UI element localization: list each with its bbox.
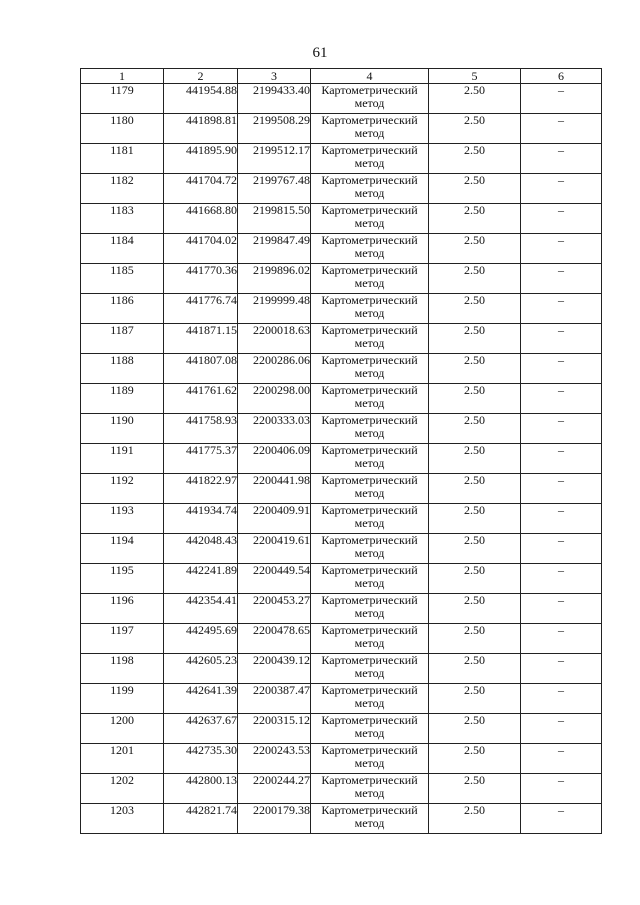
x-coordinate-cell: 442048.43 bbox=[164, 534, 238, 564]
table-row bbox=[81, 474, 602, 504]
table-row bbox=[81, 144, 602, 174]
accuracy-cell: 2.50 bbox=[429, 504, 521, 534]
y-coordinate-cell: 2200243.53 bbox=[238, 744, 311, 774]
y-coordinate-cell: 2200387.47 bbox=[238, 684, 311, 714]
method-line-2: метод bbox=[354, 306, 385, 320]
table-row bbox=[81, 744, 602, 774]
x-coordinate-cell: 442641.39 bbox=[164, 684, 238, 714]
y-coordinate-cell: 2199767.48 bbox=[238, 174, 311, 204]
method-line-1: Картометрический bbox=[321, 323, 418, 337]
point-number-cell: 1194 bbox=[81, 534, 164, 564]
table-row bbox=[81, 444, 602, 474]
x-coordinate-cell: 441776.74 bbox=[164, 294, 238, 324]
accuracy-cell: 2.50 bbox=[429, 144, 521, 174]
note-cell: – bbox=[521, 234, 602, 264]
accuracy-cell: 2.50 bbox=[429, 324, 521, 354]
method-cell bbox=[311, 744, 429, 774]
point-number-cell: 1182 bbox=[81, 174, 164, 204]
note-cell: – bbox=[521, 204, 602, 234]
x-coordinate-cell: 442495.69 bbox=[164, 624, 238, 654]
note-cell: – bbox=[521, 84, 602, 114]
table-row bbox=[81, 654, 602, 684]
method-line-1: Картометрический bbox=[321, 773, 418, 787]
accuracy-cell: 2.50 bbox=[429, 774, 521, 804]
method-line-2: метод bbox=[354, 246, 385, 260]
method-line-1: Картометрический bbox=[321, 443, 418, 457]
x-coordinate-cell: 441954.88 bbox=[164, 84, 238, 114]
method-cell bbox=[311, 414, 429, 444]
note-cell: – bbox=[521, 414, 602, 444]
accuracy-cell: 2.50 bbox=[429, 234, 521, 264]
method-line-2: метод bbox=[354, 786, 385, 800]
method-cell bbox=[311, 294, 429, 324]
accuracy-cell: 2.50 bbox=[429, 204, 521, 234]
column-header-6: 6 bbox=[521, 69, 602, 84]
accuracy-cell: 2.50 bbox=[429, 294, 521, 324]
method-cell bbox=[311, 714, 429, 744]
point-number-cell: 1186 bbox=[81, 294, 164, 324]
x-coordinate-cell: 442800.13 bbox=[164, 774, 238, 804]
accuracy-cell: 2.50 bbox=[429, 444, 521, 474]
accuracy-cell: 2.50 bbox=[429, 744, 521, 774]
method-cell bbox=[311, 474, 429, 504]
note-cell: – bbox=[521, 174, 602, 204]
method-cell bbox=[311, 534, 429, 564]
x-coordinate-cell: 441704.02 bbox=[164, 234, 238, 264]
method-line-2: метод bbox=[354, 336, 385, 350]
method-line-2: метод bbox=[354, 366, 385, 380]
point-number-cell: 1184 bbox=[81, 234, 164, 264]
note-cell: – bbox=[521, 384, 602, 414]
method-cell bbox=[311, 174, 429, 204]
accuracy-cell: 2.50 bbox=[429, 534, 521, 564]
y-coordinate-cell: 2200244.27 bbox=[238, 774, 311, 804]
coordinates-table bbox=[80, 68, 602, 834]
y-coordinate-cell: 2200409.91 bbox=[238, 504, 311, 534]
table-row bbox=[81, 234, 602, 264]
method-line-2: метод bbox=[354, 606, 385, 620]
x-coordinate-cell: 441898.81 bbox=[164, 114, 238, 144]
x-coordinate-cell: 441761.62 bbox=[164, 384, 238, 414]
method-line-2: метод bbox=[354, 156, 385, 170]
note-cell: – bbox=[521, 804, 602, 834]
method-cell bbox=[311, 804, 429, 834]
method-cell bbox=[311, 654, 429, 684]
method-line-1: Картометрический bbox=[321, 653, 418, 667]
accuracy-cell: 2.50 bbox=[429, 624, 521, 654]
method-line-2: метод bbox=[354, 726, 385, 740]
y-coordinate-cell: 2200315.12 bbox=[238, 714, 311, 744]
point-number-cell: 1185 bbox=[81, 264, 164, 294]
method-line-2: метод bbox=[354, 456, 385, 470]
note-cell: – bbox=[521, 654, 602, 684]
x-coordinate-cell: 442241.89 bbox=[164, 564, 238, 594]
y-coordinate-cell: 2200439.12 bbox=[238, 654, 311, 684]
note-cell: – bbox=[521, 684, 602, 714]
method-line-2: метод bbox=[354, 696, 385, 710]
note-cell: – bbox=[521, 474, 602, 504]
method-line-2: метод bbox=[354, 126, 385, 140]
point-number-cell: 1189 bbox=[81, 384, 164, 414]
y-coordinate-cell: 2200298.00 bbox=[238, 384, 311, 414]
accuracy-cell: 2.50 bbox=[429, 804, 521, 834]
y-coordinate-cell: 2199847.49 bbox=[238, 234, 311, 264]
method-cell bbox=[311, 384, 429, 414]
method-line-1: Картометрический bbox=[321, 83, 418, 97]
y-coordinate-cell: 2200419.61 bbox=[238, 534, 311, 564]
note-cell: – bbox=[521, 114, 602, 144]
point-number-cell: 1179 bbox=[81, 84, 164, 114]
table-body bbox=[81, 84, 602, 834]
point-number-cell: 1187 bbox=[81, 324, 164, 354]
table-row bbox=[81, 564, 602, 594]
method-line-1: Картометрический bbox=[321, 683, 418, 697]
accuracy-cell: 2.50 bbox=[429, 84, 521, 114]
note-cell: – bbox=[521, 774, 602, 804]
point-number-cell: 1191 bbox=[81, 444, 164, 474]
table-row bbox=[81, 504, 602, 534]
method-cell bbox=[311, 594, 429, 624]
method-line-2: метод bbox=[354, 186, 385, 200]
point-number-cell: 1199 bbox=[81, 684, 164, 714]
accuracy-cell: 2.50 bbox=[429, 414, 521, 444]
x-coordinate-cell: 441770.36 bbox=[164, 264, 238, 294]
table-row bbox=[81, 684, 602, 714]
method-line-1: Картометрический bbox=[321, 233, 418, 247]
y-coordinate-cell: 2200449.54 bbox=[238, 564, 311, 594]
accuracy-cell: 2.50 bbox=[429, 654, 521, 684]
method-cell bbox=[311, 444, 429, 474]
method-line-1: Картометрический bbox=[321, 293, 418, 307]
method-cell bbox=[311, 504, 429, 534]
y-coordinate-cell: 2200018.63 bbox=[238, 324, 311, 354]
method-cell bbox=[311, 264, 429, 294]
method-line-1: Картометрический bbox=[321, 503, 418, 517]
point-number-cell: 1188 bbox=[81, 354, 164, 384]
method-line-2: метод bbox=[354, 96, 385, 110]
point-number-cell: 1202 bbox=[81, 774, 164, 804]
point-number-cell: 1193 bbox=[81, 504, 164, 534]
method-line-2: метод bbox=[354, 516, 385, 530]
column-header-1: 1 bbox=[81, 69, 164, 84]
x-coordinate-cell: 442821.74 bbox=[164, 804, 238, 834]
method-cell bbox=[311, 324, 429, 354]
page-number: 61 bbox=[312, 45, 328, 61]
accuracy-cell: 2.50 bbox=[429, 684, 521, 714]
accuracy-cell: 2.50 bbox=[429, 594, 521, 624]
method-line-1: Картометрический bbox=[321, 413, 418, 427]
accuracy-cell: 2.50 bbox=[429, 564, 521, 594]
table-row bbox=[81, 354, 602, 384]
method-line-2: метод bbox=[354, 546, 385, 560]
method-line-1: Картометрический bbox=[321, 563, 418, 577]
table-row bbox=[81, 264, 602, 294]
x-coordinate-cell: 441934.74 bbox=[164, 504, 238, 534]
note-cell: – bbox=[521, 624, 602, 654]
method-cell bbox=[311, 624, 429, 654]
method-line-2: метод bbox=[354, 426, 385, 440]
table-row bbox=[81, 714, 602, 744]
note-cell: – bbox=[521, 294, 602, 324]
x-coordinate-cell: 441871.15 bbox=[164, 324, 238, 354]
y-coordinate-cell: 2200453.27 bbox=[238, 594, 311, 624]
note-cell: – bbox=[521, 144, 602, 174]
method-line-2: метод bbox=[354, 636, 385, 650]
accuracy-cell: 2.50 bbox=[429, 714, 521, 744]
method-cell bbox=[311, 114, 429, 144]
x-coordinate-cell: 441895.90 bbox=[164, 144, 238, 174]
x-coordinate-cell: 441668.80 bbox=[164, 204, 238, 234]
y-coordinate-cell: 2199508.29 bbox=[238, 114, 311, 144]
note-cell: – bbox=[521, 744, 602, 774]
y-coordinate-cell: 2200441.98 bbox=[238, 474, 311, 504]
note-cell: – bbox=[521, 714, 602, 744]
table-row bbox=[81, 384, 602, 414]
method-line-2: метод bbox=[354, 576, 385, 590]
point-number-cell: 1192 bbox=[81, 474, 164, 504]
table-row bbox=[81, 324, 602, 354]
table-row bbox=[81, 114, 602, 144]
accuracy-cell: 2.50 bbox=[429, 264, 521, 294]
method-line-1: Картометрический bbox=[321, 473, 418, 487]
table-row bbox=[81, 774, 602, 804]
point-number-cell: 1200 bbox=[81, 714, 164, 744]
column-header-3: 3 bbox=[238, 69, 311, 84]
method-cell bbox=[311, 354, 429, 384]
point-number-cell: 1181 bbox=[81, 144, 164, 174]
method-line-1: Картометрический bbox=[321, 803, 418, 817]
y-coordinate-cell: 2199815.50 bbox=[238, 204, 311, 234]
point-number-cell: 1203 bbox=[81, 804, 164, 834]
column-header-4: 4 bbox=[311, 69, 429, 84]
table-row bbox=[81, 594, 602, 624]
y-coordinate-cell: 2200333.03 bbox=[238, 414, 311, 444]
y-coordinate-cell: 2200286.06 bbox=[238, 354, 311, 384]
point-number-cell: 1190 bbox=[81, 414, 164, 444]
table-row bbox=[81, 534, 602, 564]
method-cell bbox=[311, 684, 429, 714]
x-coordinate-cell: 441822.97 bbox=[164, 474, 238, 504]
method-line-2: метод bbox=[354, 756, 385, 770]
table-row bbox=[81, 204, 602, 234]
point-number-cell: 1195 bbox=[81, 564, 164, 594]
x-coordinate-cell: 441704.72 bbox=[164, 174, 238, 204]
method-cell bbox=[311, 84, 429, 114]
point-number-cell: 1180 bbox=[81, 114, 164, 144]
note-cell: – bbox=[521, 504, 602, 534]
accuracy-cell: 2.50 bbox=[429, 384, 521, 414]
method-line-1: Картометрический bbox=[321, 263, 418, 277]
method-line-1: Картометрический bbox=[321, 203, 418, 217]
x-coordinate-cell: 441775.37 bbox=[164, 444, 238, 474]
method-line-1: Картометрический bbox=[321, 353, 418, 367]
x-coordinate-cell: 442735.30 bbox=[164, 744, 238, 774]
note-cell: – bbox=[521, 354, 602, 384]
method-line-1: Картометрический bbox=[321, 533, 418, 547]
method-cell bbox=[311, 774, 429, 804]
point-number-cell: 1197 bbox=[81, 624, 164, 654]
method-line-2: метод bbox=[354, 216, 385, 230]
method-line-2: метод bbox=[354, 666, 385, 680]
method-cell bbox=[311, 144, 429, 174]
method-cell bbox=[311, 204, 429, 234]
table-row bbox=[81, 294, 602, 324]
method-line-2: метод bbox=[354, 396, 385, 410]
x-coordinate-cell: 441807.08 bbox=[164, 354, 238, 384]
note-cell: – bbox=[521, 324, 602, 354]
note-cell: – bbox=[521, 534, 602, 564]
table-row bbox=[81, 624, 602, 654]
table-row bbox=[81, 804, 602, 834]
y-coordinate-cell: 2199896.02 bbox=[238, 264, 311, 294]
x-coordinate-cell: 442354.41 bbox=[164, 594, 238, 624]
accuracy-cell: 2.50 bbox=[429, 354, 521, 384]
table-row bbox=[81, 84, 602, 114]
method-line-1: Картометрический bbox=[321, 143, 418, 157]
y-coordinate-cell: 2200406.09 bbox=[238, 444, 311, 474]
note-cell: – bbox=[521, 594, 602, 624]
table-row bbox=[81, 414, 602, 444]
y-coordinate-cell: 2200179.38 bbox=[238, 804, 311, 834]
note-cell: – bbox=[521, 264, 602, 294]
method-line-1: Картометрический bbox=[321, 383, 418, 397]
y-coordinate-cell: 2200478.65 bbox=[238, 624, 311, 654]
method-line-1: Картометрический bbox=[321, 173, 418, 187]
y-coordinate-cell: 2199999.48 bbox=[238, 294, 311, 324]
point-number-cell: 1183 bbox=[81, 204, 164, 234]
method-line-1: Картометрический bbox=[321, 743, 418, 757]
method-line-2: метод bbox=[354, 276, 385, 290]
table-header bbox=[81, 69, 602, 84]
note-cell: – bbox=[521, 564, 602, 594]
method-line-1: Картометрический bbox=[321, 713, 418, 727]
header-row bbox=[81, 69, 602, 84]
method-line-1: Картометрический bbox=[321, 113, 418, 127]
point-number-cell: 1196 bbox=[81, 594, 164, 624]
note-cell: – bbox=[521, 444, 602, 474]
y-coordinate-cell: 2199512.17 bbox=[238, 144, 311, 174]
y-coordinate-cell: 2199433.40 bbox=[238, 84, 311, 114]
point-number-cell: 1201 bbox=[81, 744, 164, 774]
method-cell bbox=[311, 234, 429, 264]
x-coordinate-cell: 442605.23 bbox=[164, 654, 238, 684]
accuracy-cell: 2.50 bbox=[429, 474, 521, 504]
method-cell bbox=[311, 564, 429, 594]
x-coordinate-cell: 441758.93 bbox=[164, 414, 238, 444]
method-line-2: метод bbox=[354, 816, 385, 830]
accuracy-cell: 2.50 bbox=[429, 114, 521, 144]
method-line-1: Картометрический bbox=[321, 593, 418, 607]
method-line-2: метод bbox=[354, 486, 385, 500]
x-coordinate-cell: 442637.67 bbox=[164, 714, 238, 744]
column-header-5: 5 bbox=[429, 69, 521, 84]
column-header-2: 2 bbox=[164, 69, 238, 84]
table-row bbox=[81, 174, 602, 204]
accuracy-cell: 2.50 bbox=[429, 174, 521, 204]
point-number-cell: 1198 bbox=[81, 654, 164, 684]
method-line-1: Картометрический bbox=[321, 623, 418, 637]
